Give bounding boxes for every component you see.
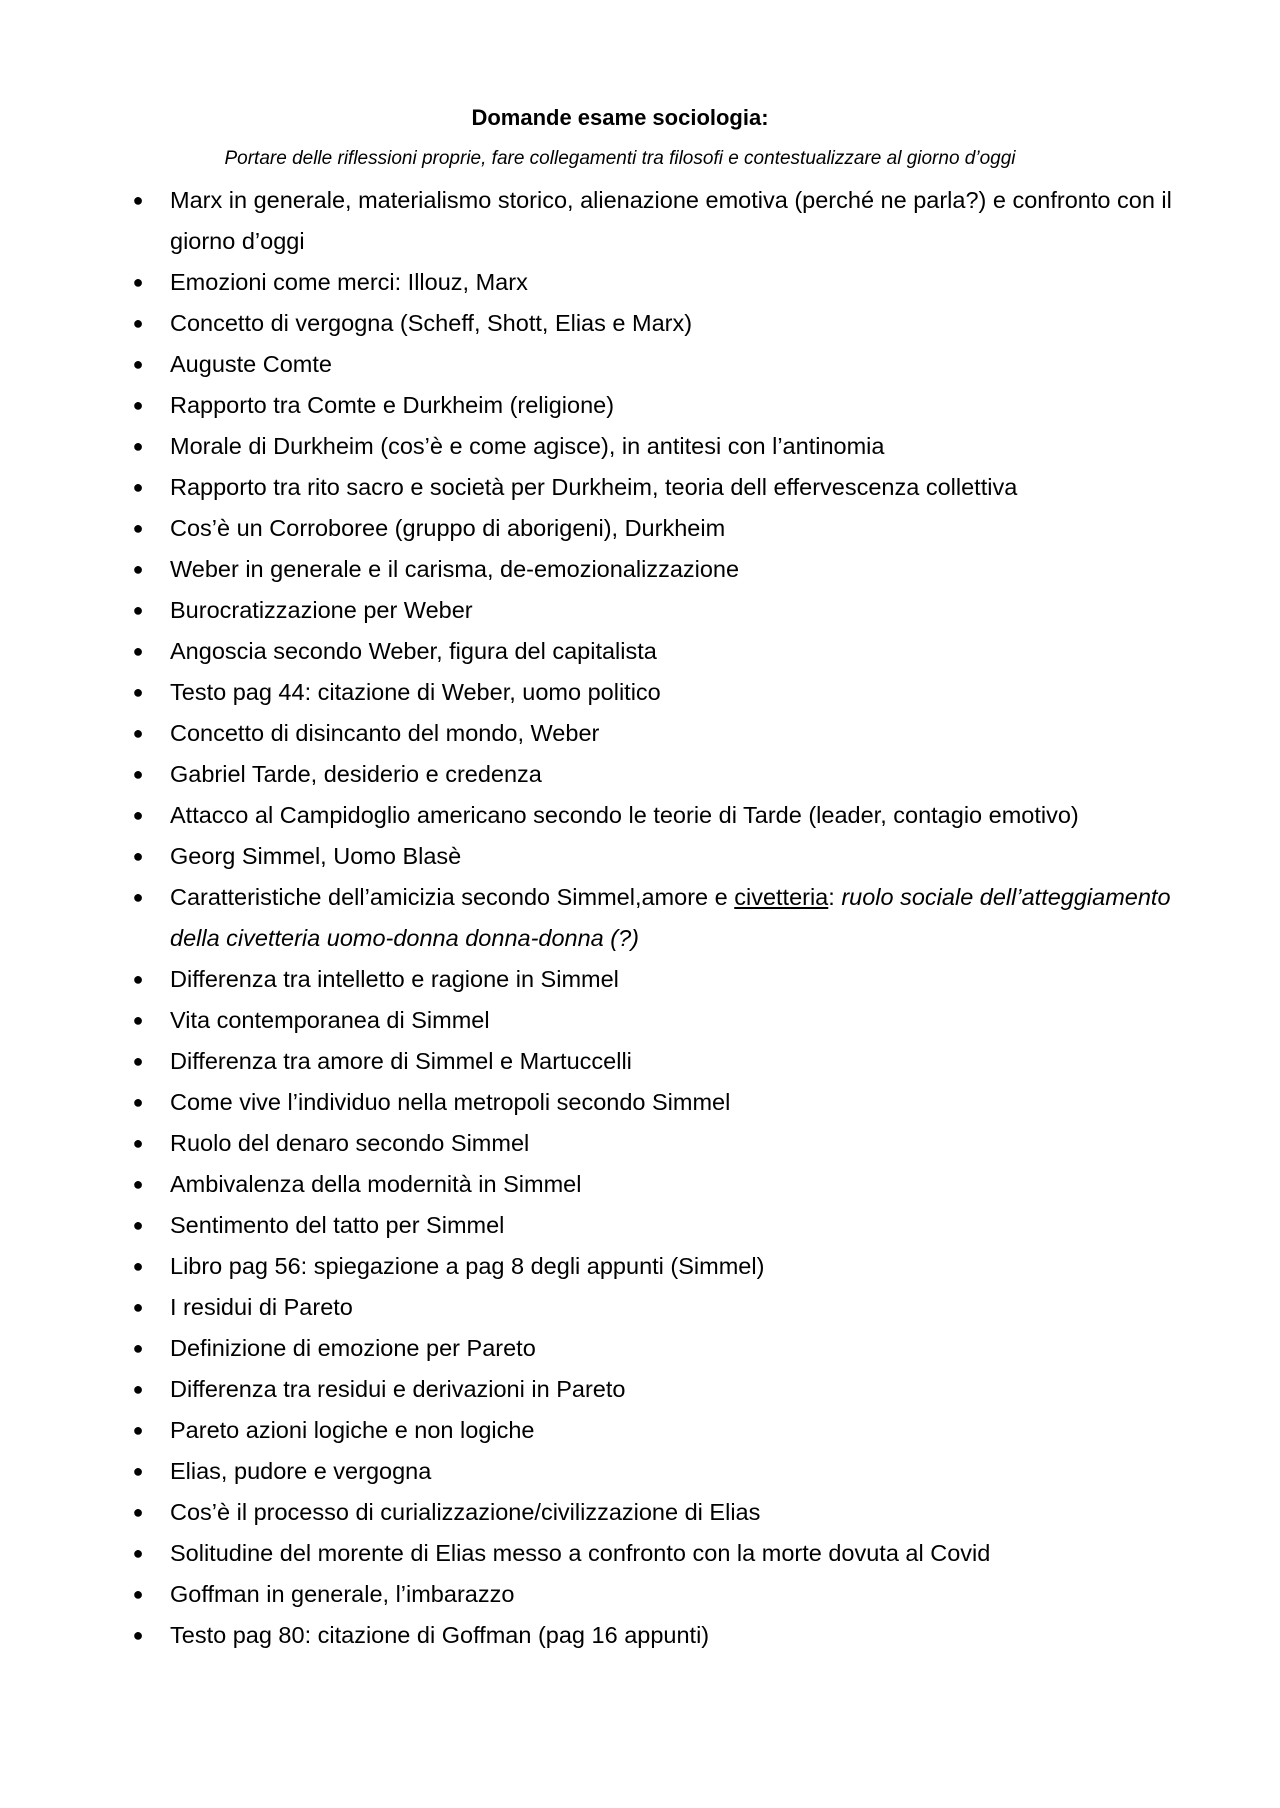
list-item xyxy=(0,1041,1180,1082)
list-item xyxy=(0,1328,1180,1369)
bullet-icon: ● xyxy=(132,1133,144,1153)
question-list xyxy=(0,180,1180,1656)
item-text: Rapporto tra rito sacro e società per Durkheim, teoria dell effervescenza collettiva xyxy=(170,474,1018,500)
list-item xyxy=(0,672,1180,713)
item-text: Attacco al Campidoglio americano secondo le teorie di Tarde (leader, contagio emotivo) xyxy=(170,802,1079,828)
bullet-icon: ● xyxy=(132,313,144,333)
item-text: Auguste Comte xyxy=(170,351,332,377)
list-item xyxy=(0,467,1180,508)
list-item xyxy=(0,508,1180,549)
bullet-icon: ● xyxy=(132,723,144,743)
bullet-icon: ● xyxy=(132,1379,144,1399)
bullet-icon: ● xyxy=(132,887,144,907)
bullet-icon: ● xyxy=(132,1256,144,1276)
bullet-icon: ● xyxy=(132,969,144,989)
bullet-icon: ● xyxy=(132,1338,144,1358)
bullet-icon: ● xyxy=(132,1051,144,1071)
bullet-icon: ● xyxy=(132,354,144,374)
item-text: Emozioni come merci: Illouz, Marx xyxy=(170,269,528,295)
item-text: Goffman in generale, l’imbarazzo xyxy=(170,1581,515,1607)
bullet-icon: ● xyxy=(132,395,144,415)
page-subtitle: Portare delle riflessioni proprie, fare collegamenti tra filosofi e contestualizzare al giorno d’oggi xyxy=(224,148,1016,169)
item-text: : xyxy=(828,884,842,910)
item-text: Differenza tra residui e derivazioni in Pareto xyxy=(170,1376,626,1402)
bullet-icon: ● xyxy=(132,805,144,825)
bullet-icon: ● xyxy=(132,1420,144,1440)
item-text: Ruolo del denaro secondo Simmel xyxy=(170,1130,530,1156)
item-text: Concetto di disincanto del mondo, Weber xyxy=(170,720,600,746)
item-text: I residui di Pareto xyxy=(170,1294,353,1320)
bullet-icon: ● xyxy=(132,1502,144,1522)
bullet-icon: ● xyxy=(132,1010,144,1030)
item-text: Pareto azioni logiche e non logiche xyxy=(170,1417,535,1443)
list-item xyxy=(0,385,1180,426)
item-text: Differenza tra amore di Simmel e Martuccelli xyxy=(170,1048,632,1074)
italic-text: ruolo sociale dell’atteggiamento della civetteria uomo-donna donna-donna (?) xyxy=(170,884,1171,951)
item-text: Cos’è il processo di curializzazione/civilizzazione di Elias xyxy=(170,1499,761,1525)
list-item xyxy=(0,426,1180,467)
list-item xyxy=(0,1492,1180,1533)
list-item xyxy=(0,1287,1180,1328)
list-item xyxy=(0,344,1180,385)
item-text: Burocratizzazione per Weber xyxy=(170,597,473,623)
list-item xyxy=(0,1615,1180,1656)
list-item xyxy=(0,631,1180,672)
item-text: Solitudine del morente di Elias messo a confronto con la morte dovuta al Covid xyxy=(170,1540,991,1566)
bullet-icon: ● xyxy=(132,1461,144,1481)
list-item xyxy=(0,1123,1180,1164)
item-text: Sentimento del tatto per Simmel xyxy=(170,1212,505,1238)
list-item xyxy=(0,795,1180,836)
item-text: Gabriel Tarde, desiderio e credenza xyxy=(170,761,542,787)
item-text: Marx in generale, materialismo storico, alienazione emotiva (perché ne parla?) e confronto con il giorno d’oggi xyxy=(170,187,1172,254)
bullet-icon: ● xyxy=(132,682,144,702)
page-title: Domande esame sociologia: xyxy=(471,105,769,130)
bullet-icon: ● xyxy=(132,1543,144,1563)
list-item xyxy=(0,754,1180,795)
list-item xyxy=(0,836,1180,877)
bullet-icon: ● xyxy=(132,477,144,497)
bullet-icon: ● xyxy=(132,436,144,456)
list-item xyxy=(0,1451,1180,1492)
list-item xyxy=(0,1164,1180,1205)
item-text: Angoscia secondo Weber, figura del capitalista xyxy=(170,638,657,664)
list-item xyxy=(0,303,1180,344)
item-text: Concetto di vergogna (Scheff, Shott, Elias e Marx) xyxy=(170,310,693,336)
list-item xyxy=(0,1205,1180,1246)
item-text: Caratteristiche dell’amicizia secondo Simmel,amore e xyxy=(170,884,735,910)
bullet-icon: ● xyxy=(132,272,144,292)
item-text: Differenza tra intelletto e ragione in Simmel xyxy=(170,966,619,992)
item-text: Georg Simmel, Uomo Blasè xyxy=(170,843,462,869)
bullet-icon: ● xyxy=(132,559,144,579)
bullet-icon: ● xyxy=(132,1625,144,1645)
list-item xyxy=(0,549,1180,590)
item-text: Morale di Durkheim (cos’è e come agisce), in antitesi con l’antinomia xyxy=(170,433,885,459)
list-item xyxy=(0,1000,1180,1041)
bullet-icon: ● xyxy=(132,600,144,620)
bullet-icon: ● xyxy=(132,764,144,784)
bullet-icon: ● xyxy=(132,190,144,210)
list-item xyxy=(0,1082,1180,1123)
list-item xyxy=(0,590,1180,631)
item-text: Weber in generale e il carisma, de-emozionalizzazione xyxy=(170,556,740,582)
item-text: Rapporto tra Comte e Durkheim (religione) xyxy=(170,392,615,418)
item-text: Cos’è un Corroboree (gruppo di aborigeni), Durkheim xyxy=(170,515,726,541)
bullet-icon: ● xyxy=(132,1584,144,1604)
item-text: Elias, pudore e vergogna xyxy=(170,1458,432,1484)
bullet-icon: ● xyxy=(132,1297,144,1317)
bullet-icon: ● xyxy=(132,1092,144,1112)
list-item xyxy=(0,1369,1180,1410)
bullet-icon: ● xyxy=(132,641,144,661)
bullet-icon: ● xyxy=(132,1174,144,1194)
list-item xyxy=(0,180,1180,262)
list-item xyxy=(0,959,1180,1000)
list-item xyxy=(0,262,1180,303)
list-item xyxy=(0,713,1180,754)
item-text: Testo pag 80: citazione di Goffman (pag 16 appunti) xyxy=(170,1622,710,1648)
underlined-text: civetteria xyxy=(734,884,829,910)
list-item xyxy=(0,877,1180,959)
item-text: Come vive l’individuo nella metropoli secondo Simmel xyxy=(170,1089,731,1115)
bullet-icon: ● xyxy=(132,846,144,866)
list-item xyxy=(0,1574,1180,1615)
item-text: Libro pag 56: spiegazione a pag 8 degli appunti (Simmel) xyxy=(170,1253,765,1279)
list-item xyxy=(0,1246,1180,1287)
list-item xyxy=(0,1410,1180,1451)
bullet-icon: ● xyxy=(132,1215,144,1235)
item-text: Vita contemporanea di Simmel xyxy=(170,1007,490,1033)
item-text: Definizione di emozione per Pareto xyxy=(170,1335,536,1361)
item-text: Ambivalenza della modernità in Simmel xyxy=(170,1171,582,1197)
bullet-icon: ● xyxy=(132,518,144,538)
list-item xyxy=(0,1533,1180,1574)
item-text: Testo pag 44: citazione di Weber, uomo politico xyxy=(170,679,661,705)
